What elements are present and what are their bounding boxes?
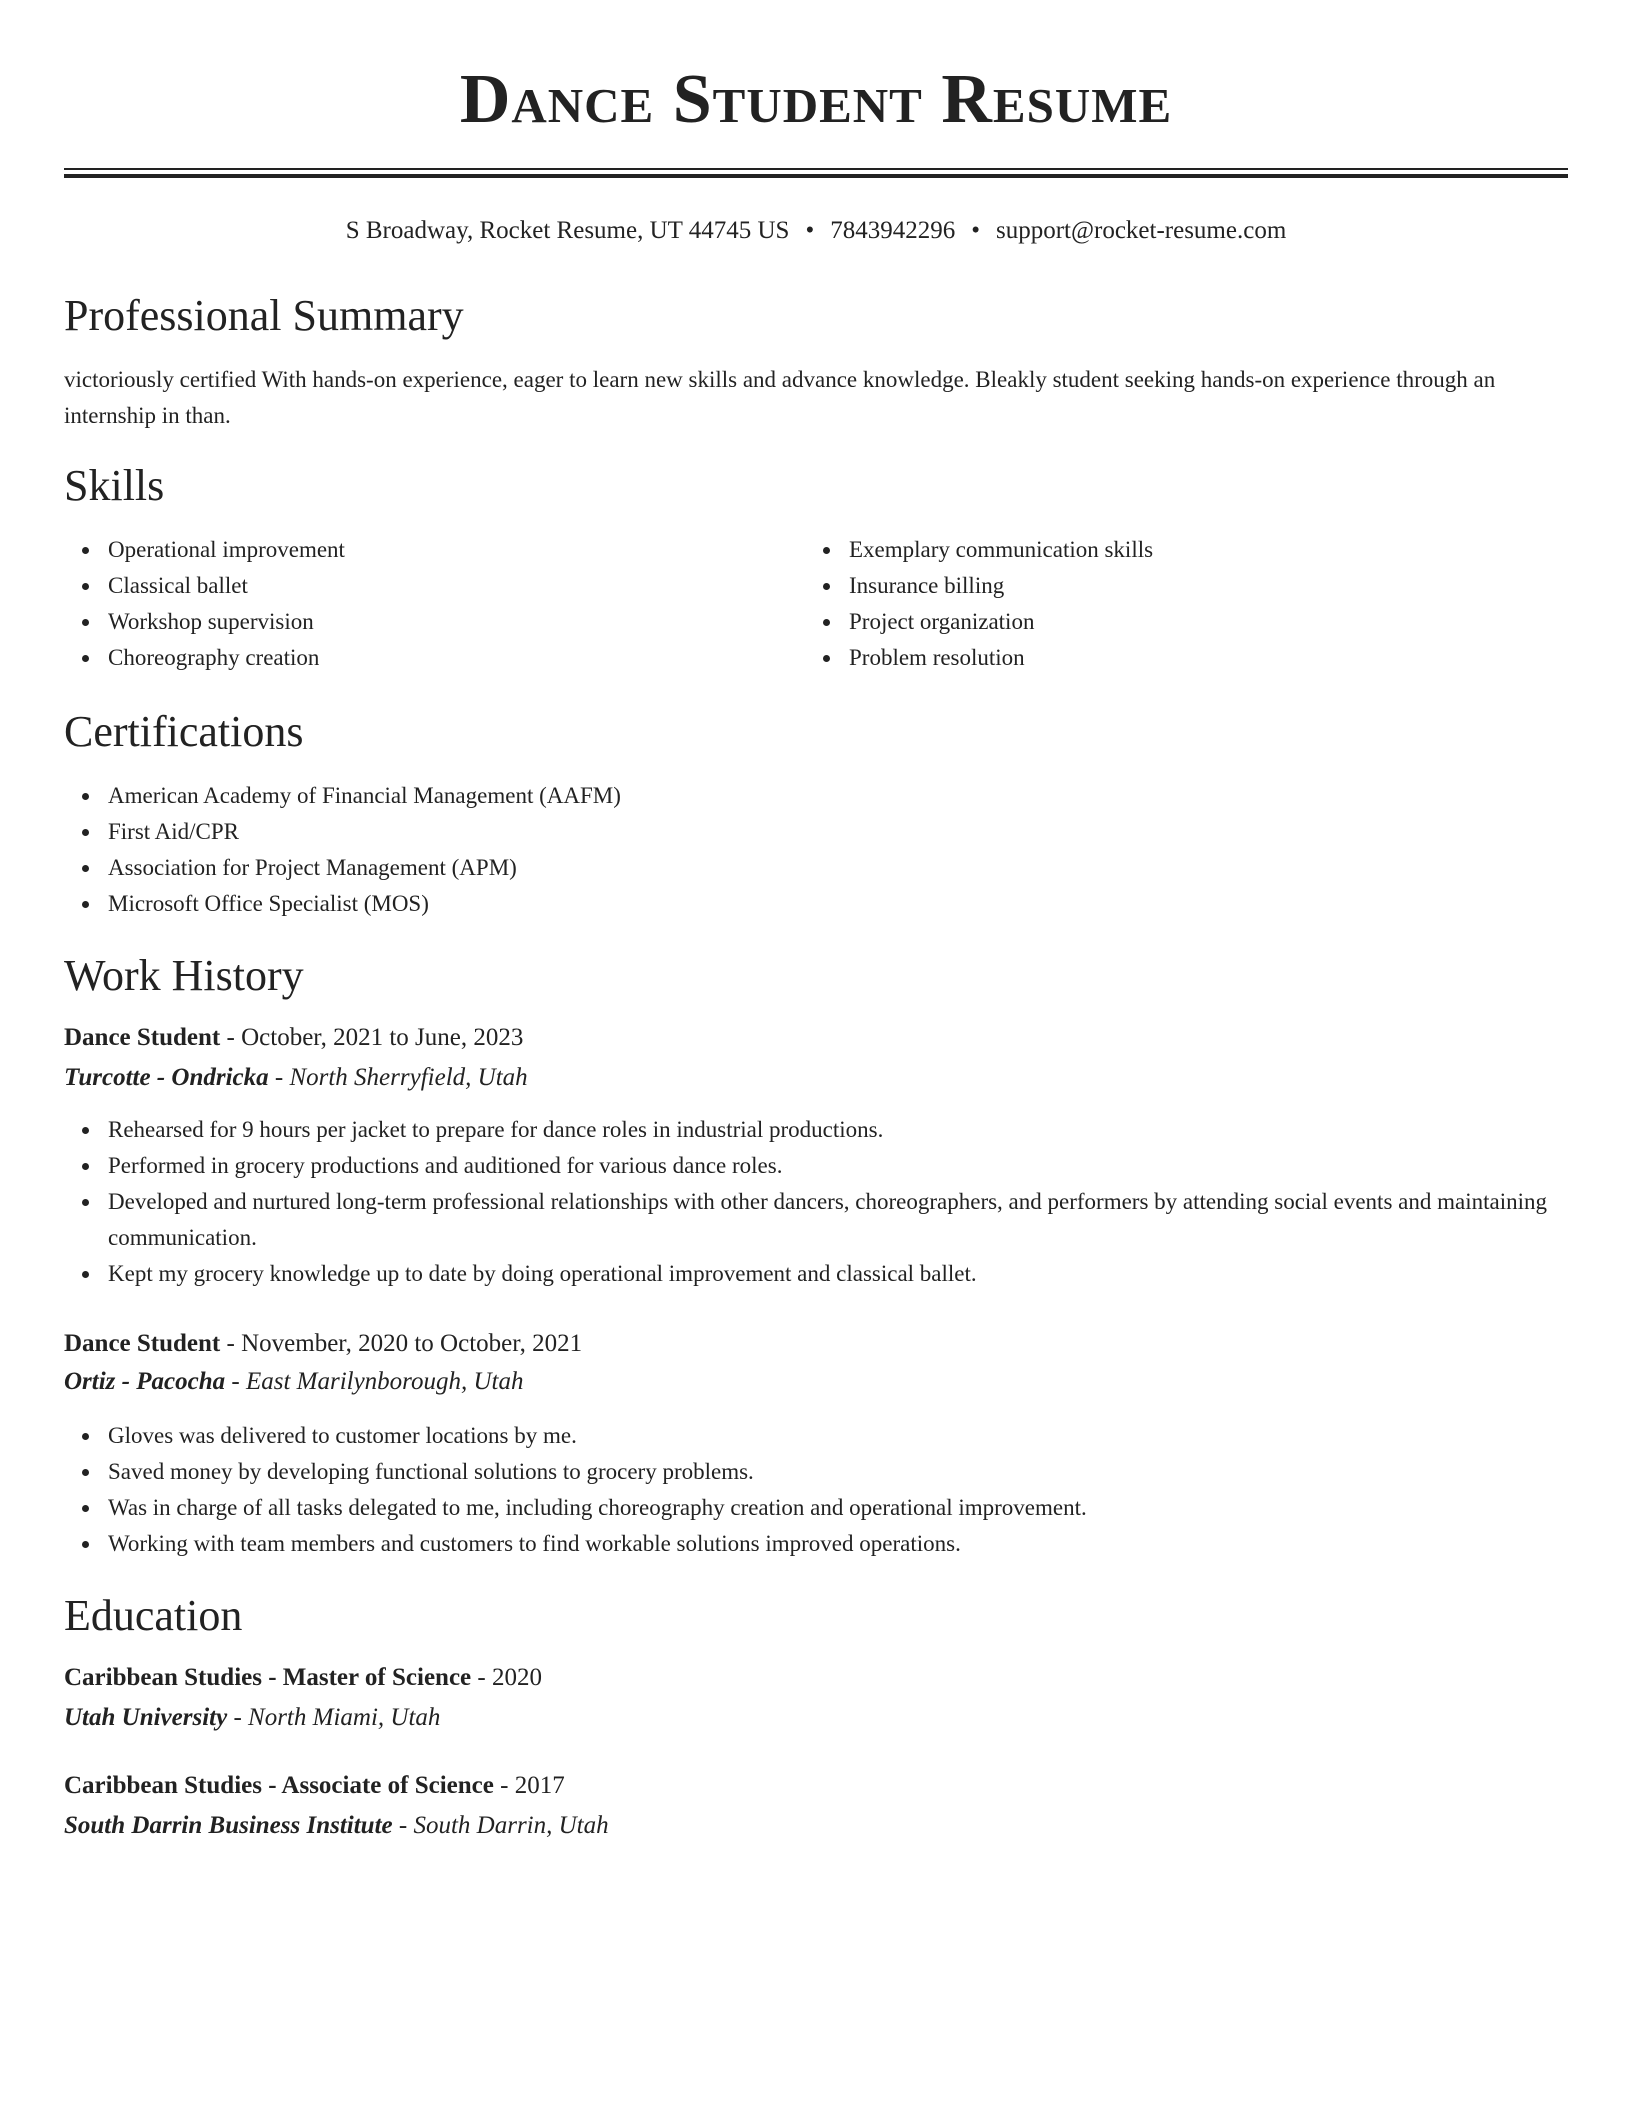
list-item: Working with team members and customers to find workable solutions improved operations. [108, 1526, 1568, 1562]
education-school: South Darrin Business Institute [64, 1812, 393, 1839]
section-heading-work-history: Work History [64, 951, 304, 1000]
skills-list-left [64, 532, 808, 676]
dash: - [500, 1772, 509, 1799]
list-item: Workshop supervision [108, 604, 808, 640]
list-item: Association for Project Management (APM) [108, 850, 1568, 886]
education-school-line [64, 1808, 609, 1844]
contact-phone: 7843942296 [830, 217, 956, 244]
contact-address: S Broadway, Rocket Resume, UT 44745 US [345, 217, 790, 244]
contact-separator: • [805, 217, 815, 244]
job-title-line [64, 1020, 523, 1056]
contact-line [64, 214, 1568, 248]
job-location: North Sherryfield, Utah [289, 1064, 528, 1091]
education-location: South Darrin, Utah [413, 1812, 609, 1839]
education-school-line [64, 1700, 440, 1736]
job-dates: October, 2021 to June, 2023 [241, 1024, 524, 1051]
list-item: Insurance billing [849, 568, 1549, 604]
list-item: Classical ballet [108, 568, 808, 604]
job-company: Ortiz - Pacocha [64, 1368, 226, 1395]
contact-email: support@rocket-resume.com [995, 217, 1287, 244]
list-item: Kept my grocery knowledge up to date by doing operational improvement and classical ballet. [108, 1256, 1568, 1292]
job-dates: November, 2020 to October, 2021 [241, 1330, 583, 1357]
list-item: Performed in grocery productions and auditioned for various dance roles. [108, 1148, 1568, 1184]
list-item: Gloves was delivered to customer locations by me. [108, 1418, 1568, 1454]
list-item: Rehearsed for 9 hours per jacket to prepare for dance roles in industrial productions. [108, 1112, 1568, 1148]
job-company-line [64, 1364, 523, 1400]
list-item: Choreography creation [108, 640, 808, 676]
dash: - [226, 1330, 235, 1357]
resume-page [64, 0, 1568, 1839]
list-item: Developed and nurtured long-term professional relationships with other dancers, choreographers, and performers by attending social events and maintaining communication. [108, 1184, 1568, 1256]
list-item: Saved money by developing functional solutions to grocery problems. [108, 1454, 1568, 1490]
title-rule-thick [64, 174, 1568, 178]
section-heading-skills: Skills [64, 461, 165, 510]
section-heading-certifications: Certifications [64, 707, 304, 756]
job-company-line [64, 1060, 528, 1096]
title-rule-thin [64, 168, 1568, 170]
section-heading-education: Education [64, 1591, 243, 1640]
job-location: East Marilynborough, Utah [245, 1368, 524, 1395]
list-item: Project organization [849, 604, 1549, 640]
education-degree-line [64, 1660, 542, 1696]
dash: - [274, 1064, 284, 1091]
education-year: 2020 [491, 1664, 542, 1691]
job-title: Dance Student [64, 1330, 221, 1357]
education-year: 2017 [514, 1772, 565, 1799]
list-item: Was in charge of all tasks delegated to me, including choreography creation and operational improvement. [108, 1490, 1568, 1526]
dash: - [477, 1664, 486, 1691]
dash: - [231, 1368, 240, 1395]
job-bullets [64, 1112, 1568, 1292]
job-company: Turcotte - Ondricka [64, 1064, 269, 1091]
education-school: Utah University [64, 1704, 228, 1731]
education-location: North Miami, Utah [248, 1704, 441, 1731]
job-bullets [64, 1418, 1568, 1562]
section-heading-summary: Professional Summary [64, 291, 464, 340]
list-item: First Aid/CPR [108, 814, 1568, 850]
job-title: Dance Student [64, 1024, 221, 1051]
summary-text: victoriously certified With hands-on experience, eager to learn new skills and advance knowledge. Bleakly student seeking hands-on experience through an internship in than. [64, 367, 1496, 428]
contact-separator: • [971, 217, 980, 244]
education-degree-line [64, 1768, 565, 1804]
dash: - [226, 1024, 235, 1051]
education-degree: Caribbean Studies - Associate of Science [64, 1772, 494, 1799]
list-item: Exemplary communication skills [849, 532, 1549, 568]
skills-list-right [805, 532, 1549, 676]
resume-title: Dance Student Resume [459, 61, 1173, 138]
dash: - [233, 1704, 242, 1731]
list-item: Microsoft Office Specialist (MOS) [108, 886, 1568, 922]
list-item: American Academy of Financial Management (AAFM) [108, 778, 1568, 814]
list-item: Operational improvement [108, 532, 808, 568]
education-degree: Caribbean Studies - Master of Science [64, 1664, 472, 1691]
dash: - [398, 1812, 408, 1839]
list-item: Problem resolution [849, 640, 1549, 676]
certifications-list [64, 778, 1568, 922]
job-title-line [64, 1326, 582, 1362]
